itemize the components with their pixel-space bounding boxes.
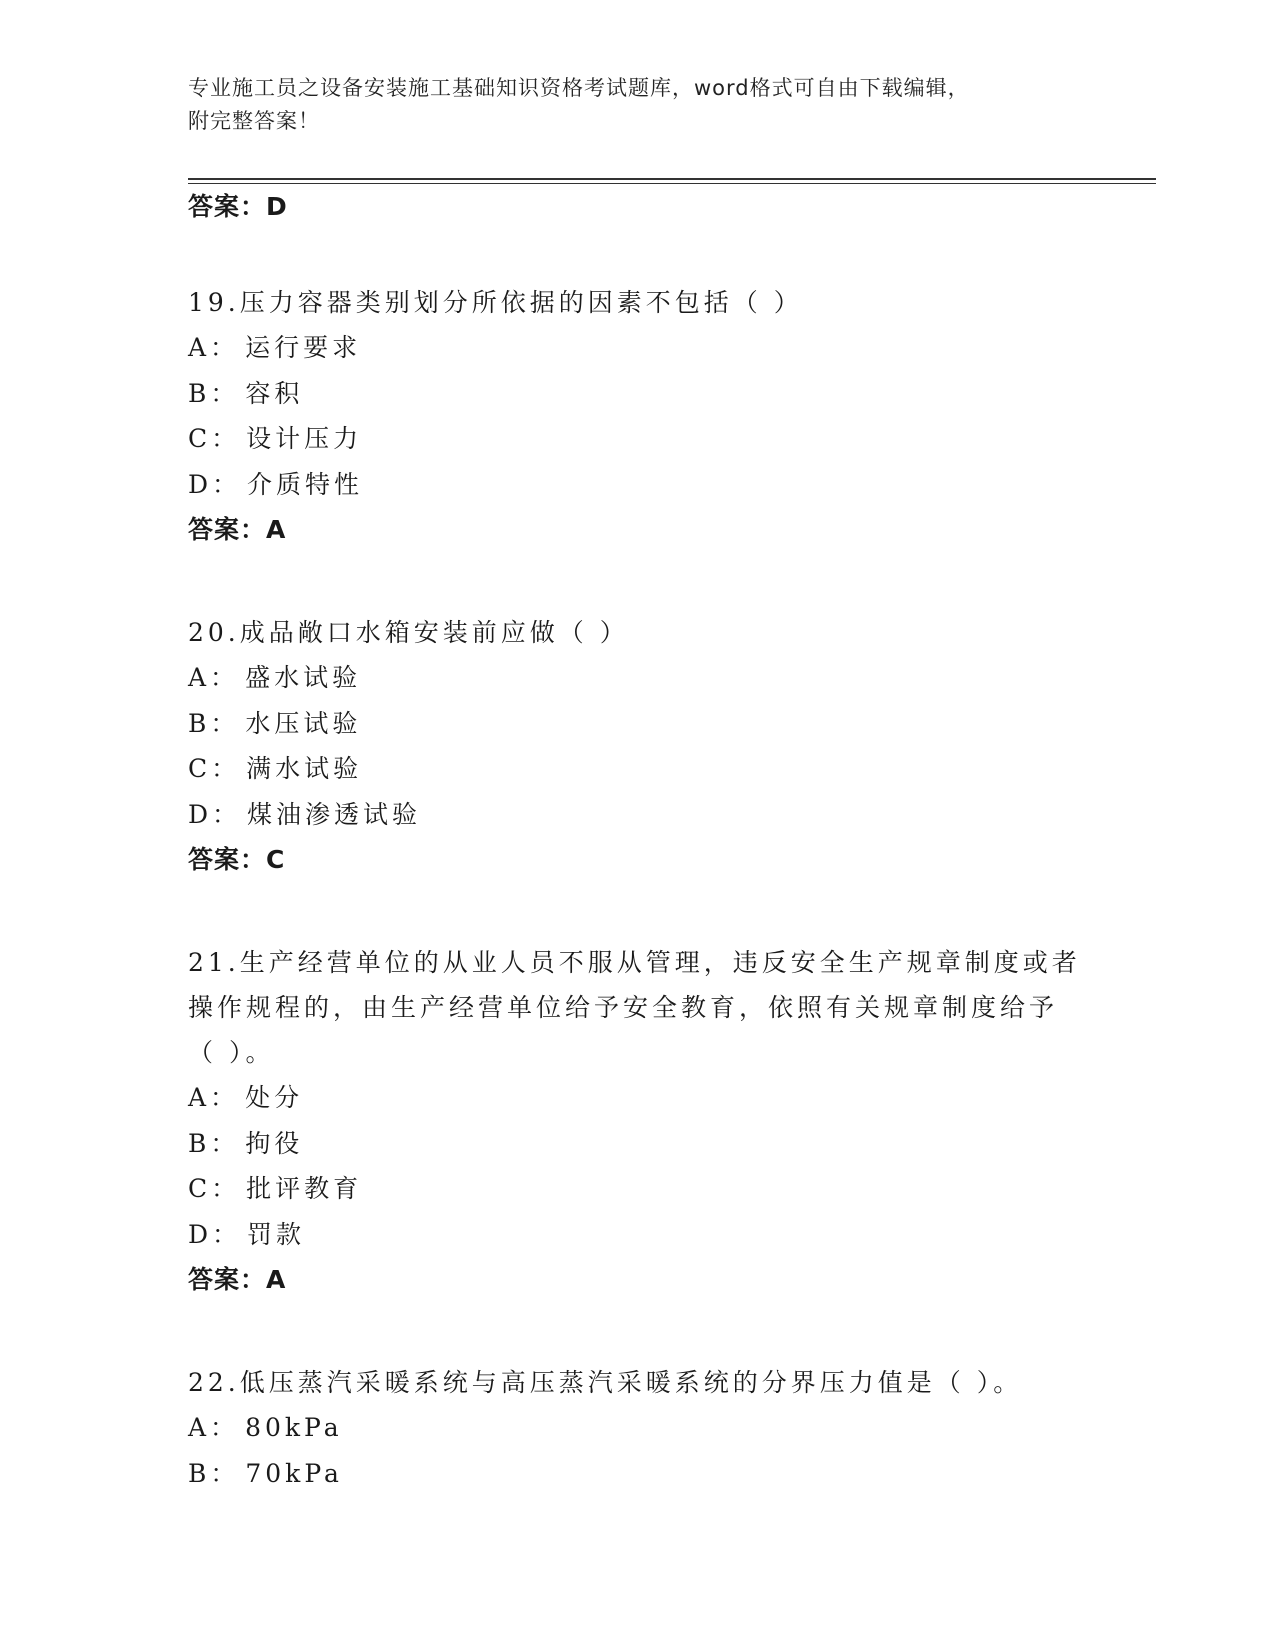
question-22 [188, 1360, 1088, 1496]
option-b [188, 701, 1088, 747]
option-key: A： [188, 1413, 240, 1442]
option-a [188, 325, 1088, 371]
option-a [188, 655, 1088, 701]
option-key: B： [188, 1128, 240, 1158]
option-c [188, 1166, 1088, 1212]
option-d [188, 1212, 1088, 1258]
option-a [188, 1075, 1088, 1121]
header-line-1: 专业施工员之设备安装施工基础知识资格考试题库，word格式可自由下载编辑， [188, 76, 970, 100]
header-divider-thin [188, 183, 1156, 184]
document-header [188, 72, 1088, 138]
question-text-line-3: （ ）。 [188, 1038, 275, 1067]
question-text: 22.低压蒸汽采暖系统与高压蒸汽采暖系统的分界压力值是（ ）。 [188, 1368, 1023, 1397]
option-text: 批评教育 [246, 1174, 363, 1203]
option-key: A： [188, 663, 240, 692]
header-divider-thick [188, 178, 1156, 180]
option-text: 水压试验 [245, 708, 362, 738]
question-list [188, 192, 1088, 1496]
option-text: 煤油渗透试验 [247, 799, 422, 829]
question-text-line-1: 21.生产经营单位的从业人员不服从管理，违反安全生产规章制度或者 [188, 948, 1081, 977]
option-key: B： [188, 1458, 240, 1488]
option-key: D： [188, 1219, 242, 1249]
option-text: 满水试验 [246, 754, 363, 783]
option-b [188, 1451, 1088, 1497]
option-key: B： [188, 708, 240, 738]
option-text: 介质特性 [247, 469, 364, 499]
option-key: C： [188, 1174, 241, 1203]
option-key: D： [188, 799, 242, 829]
question-text-line-2: 操作规程的，由生产经营单位给予安全教育，依照有关规章制度给予 [188, 993, 1059, 1022]
option-text: 80kPa [245, 1413, 343, 1442]
answer-value: D [266, 192, 288, 221]
option-b [188, 1121, 1088, 1167]
option-b [188, 371, 1088, 417]
question-text: 19.压力容器类别划分所依据的因素不包括（ ） [188, 288, 803, 317]
option-text: 拘役 [245, 1128, 304, 1158]
question-19 [188, 280, 1088, 552]
option-a [188, 1405, 1088, 1451]
question-21 [188, 940, 1088, 1302]
question-20 [188, 610, 1088, 882]
option-text: 盛水试验 [245, 663, 362, 692]
option-key: C： [188, 754, 241, 783]
option-key: A： [188, 333, 240, 362]
option-text: 罚款 [247, 1219, 306, 1249]
option-text: 容积 [245, 378, 304, 408]
option-text: 70kPa [245, 1458, 343, 1488]
option-text: 运行要求 [245, 333, 362, 362]
header-line-2: 附完整答案！ [188, 109, 320, 133]
option-key: D： [188, 469, 242, 499]
answer-line: 答案：A [188, 1265, 287, 1294]
answer-line: 答案：C [188, 845, 286, 874]
answer-label: 答案： [188, 192, 267, 221]
option-d [188, 462, 1088, 508]
question-text: 20.成品敞口水箱安装前应做（ ） [188, 618, 629, 647]
option-text: 设计压力 [246, 424, 363, 453]
option-c [188, 416, 1088, 462]
option-key: A： [188, 1083, 240, 1112]
answer-line: 答案：A [188, 515, 287, 544]
option-d [188, 792, 1088, 838]
option-c [188, 746, 1088, 792]
option-key: B： [188, 378, 240, 408]
option-key: C： [188, 424, 241, 453]
answer-line [188, 192, 1088, 222]
option-text: 处分 [245, 1083, 304, 1112]
